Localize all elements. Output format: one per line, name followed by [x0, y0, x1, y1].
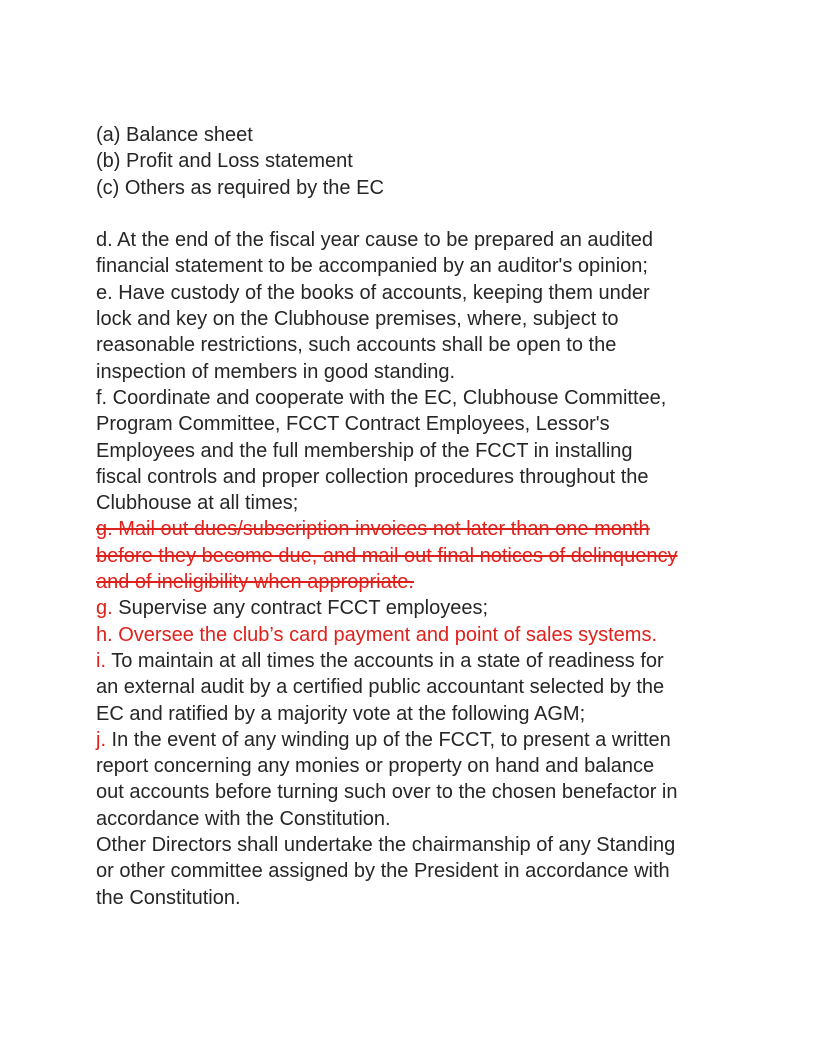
- deleted-line: g. Mail out dues/subscription invoices not later than one month: [96, 518, 650, 541]
- duty-j-line: out accounts before turning such over to the chosen benefactor in: [96, 781, 678, 804]
- duty-f-line: fiscal controls and proper collection procedures throughout the: [96, 465, 649, 488]
- duty-i-first-line: [96, 648, 736, 674]
- duty-e: [96, 280, 736, 385]
- closing-line: or other committee assigned by the President in accordance with: [96, 860, 670, 883]
- duty-j-line: report concerning any monies or property on hand and balance: [96, 755, 655, 778]
- duty-j-line: accordance with the Constitution.: [96, 807, 391, 830]
- duty-e-line: lock and key on the Clubhouse premises, where, subject to: [96, 308, 619, 331]
- duty-f-line: Program Committee, FCCT Contract Employees, Lessor's: [96, 413, 610, 436]
- closing-line: the Constitution.: [96, 886, 241, 909]
- duty-f-line: f. Coordinate and cooperate with the EC, Clubhouse Committee,: [96, 386, 667, 409]
- statement-balance-sheet: (a) Balance sheet: [96, 124, 253, 146]
- duty-i-marker: i.: [96, 649, 106, 672]
- duty-j-marker: j.: [96, 728, 106, 751]
- closing-line: Other Directors shall undertake the chairmanship of any Standing: [96, 834, 676, 857]
- duty-f-line: Clubhouse at all times;: [96, 492, 299, 515]
- duty-g-marker: g.: [96, 597, 113, 620]
- duty-i-line: an external audit by a certified public accountant selected by the: [96, 676, 665, 699]
- duty-h: h. Oversee the club’s card payment and point of sales systems.: [96, 623, 658, 646]
- duty-i-text: To maintain at all times the accounts in a state of readiness for: [106, 649, 664, 672]
- deleted-line: before they become due, and mail out final notices of delinquency: [96, 544, 678, 567]
- duty-f-line: Employees and the full membership of the FCCT in installing: [96, 439, 633, 462]
- duty-g: [96, 595, 736, 621]
- document-page: [96, 122, 736, 911]
- deleted-line: and of ineligibility when appropriate.: [96, 571, 414, 594]
- statement-others: (c) Others as required by the EC: [96, 176, 384, 199]
- duty-g-text: Supervise any contract FCCT employees;: [112, 597, 489, 620]
- duty-j: [96, 727, 736, 832]
- duty-j-text: In the event of any winding up of the FCCT, to present a written: [106, 728, 671, 751]
- duty-i-line: EC and ratified by a majority vote at the following AGM;: [96, 702, 586, 725]
- duty-e-line: reasonable restrictions, such accounts shall be open to the: [96, 334, 617, 357]
- duty-d-line: financial statement to be accompanied by an auditor's opinion;: [96, 255, 648, 278]
- duty-e-line: e. Have custody of the books of accounts, keeping them under: [96, 281, 650, 304]
- duty-d: [96, 227, 736, 280]
- duty-e-line: inspection of members in good standing.: [96, 360, 456, 383]
- duty-d-line: d. At the end of the fiscal year cause to be prepared an audited: [96, 229, 654, 252]
- duty-j-first-line: [96, 727, 736, 753]
- duty-g-deleted: [96, 516, 736, 595]
- duty-i: [96, 648, 736, 727]
- paragraph-gap: [96, 201, 736, 227]
- closing-paragraph: [96, 832, 736, 911]
- statement-list: [96, 122, 736, 201]
- duty-f: [96, 385, 736, 516]
- statement-profit-loss: (b) Profit and Loss statement: [96, 150, 353, 173]
